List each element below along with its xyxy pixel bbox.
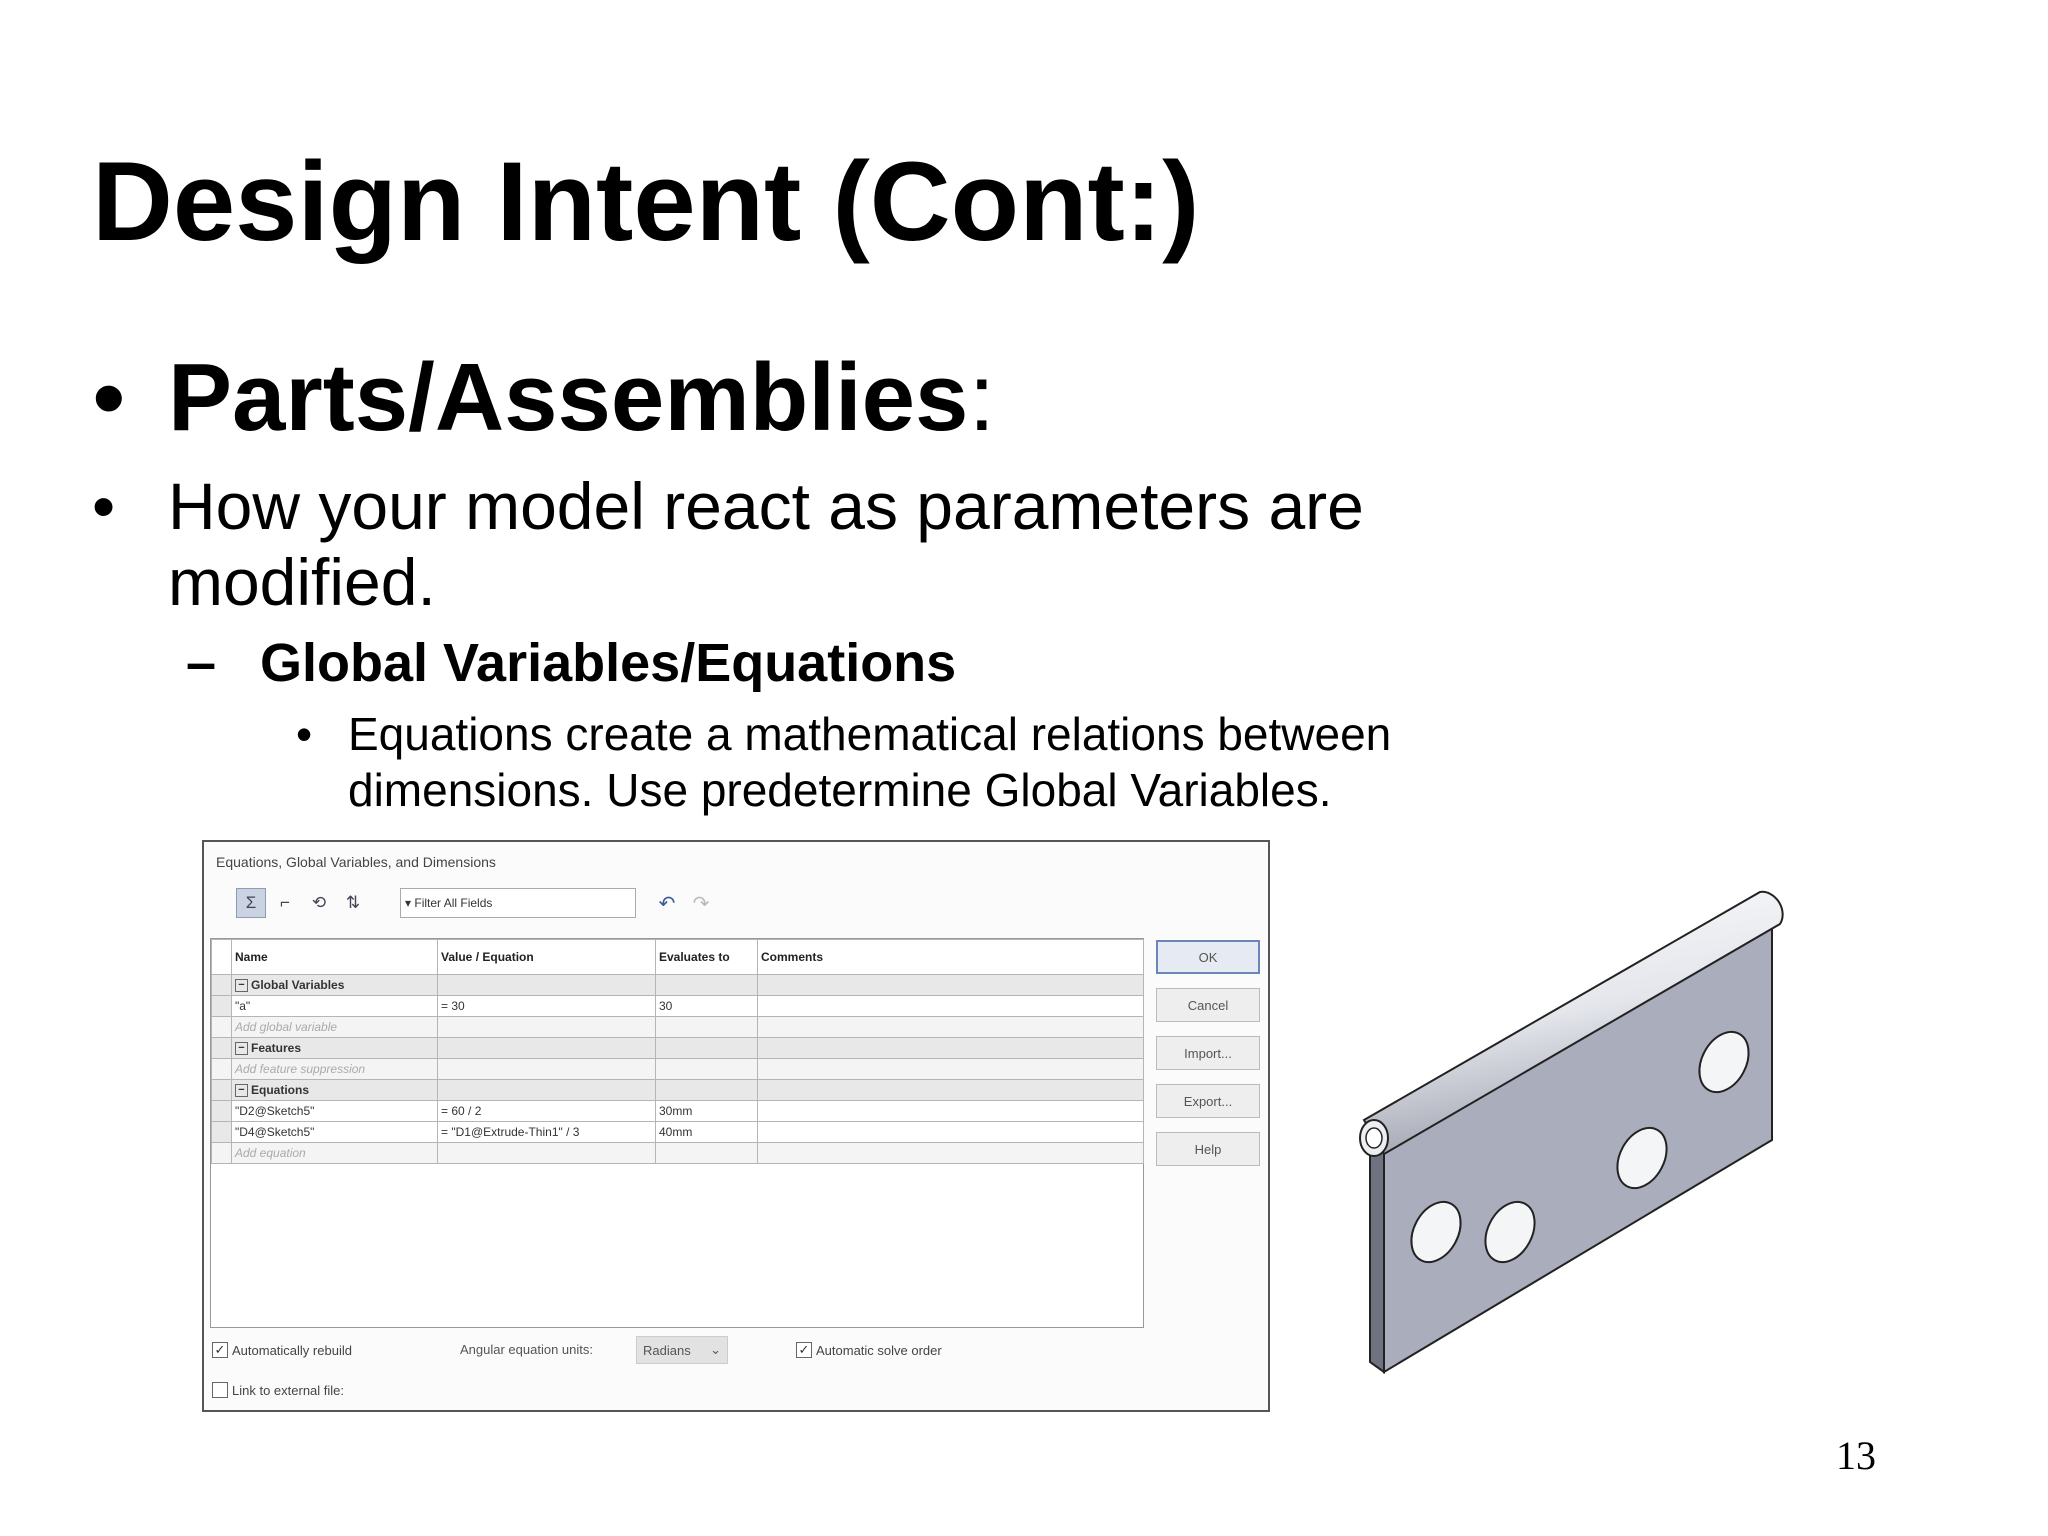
selected-value: Radians [643,1342,691,1358]
group-equations[interactable] [212,1080,1144,1101]
export-button[interactable]: Export... [1156,1084,1260,1118]
subheading-text: Global Variables/Equations [260,633,957,693]
page-number: 13 [1836,1433,1876,1478]
bullet-parts-assemblies [92,344,996,451]
filter-icon: ▾ [405,896,412,910]
table-header [212,940,1144,975]
filter-input[interactable] [400,888,636,918]
redo-icon[interactable]: ↷ [692,892,710,915]
table-row[interactable] [212,1122,1144,1143]
row-evaluates: 30 [656,996,758,1017]
auto-solve-checkbox[interactable] [796,1342,942,1358]
add-equation-row[interactable] [212,1143,1144,1164]
chevron-down-icon: ⌄ [710,1342,721,1357]
bullet-glyph: • [92,469,116,543]
row-comments[interactable] [758,1101,1144,1122]
add-global-variable-row[interactable] [212,1017,1144,1038]
link-external-checkbox[interactable] [212,1382,344,1398]
checkbox-label: Automatically rebuild [232,1342,352,1358]
bullet-glyph: • [92,344,126,451]
add-feature-suppression[interactable]: Add feature suppression [232,1059,438,1080]
hinge-part-illustration [1340,880,1810,1380]
ordered-view-icon[interactable]: ⟲ [311,893,327,912]
angular-units-label: Angular equation units: [460,1342,593,1357]
group-label: Global Variables [251,977,345,992]
row-value[interactable]: = 30 [438,996,656,1017]
bullet-paragraph [92,468,1592,628]
row-value[interactable]: = "D1@Extrude-Thin1" / 3 [438,1122,656,1143]
table-row[interactable] [212,996,1144,1017]
collapse-icon[interactable]: − [235,1084,248,1097]
subheading [186,632,956,694]
equations-table [210,938,1144,1328]
row-name[interactable]: "D4@Sketch5" [232,1122,438,1143]
col-value[interactable]: Value / Equation [438,940,656,975]
import-button[interactable]: Import... [1156,1036,1260,1070]
help-button[interactable]: Help [1156,1132,1260,1166]
checkbox-box[interactable]: ✓ [796,1342,812,1358]
add-global-variable[interactable]: Add global variable [232,1017,438,1038]
table-row[interactable] [212,1101,1144,1122]
undo-icon[interactable]: ↶ [658,892,676,915]
add-equation[interactable]: Add equation [232,1143,438,1164]
row-comments[interactable] [758,996,1144,1017]
sub-paragraph-text: Equations create a mathematical relations between dimensions. Use predetermine Global Variables. [348,708,1392,816]
plate-edge [1370,1138,1384,1372]
bullet-heading-bold: Parts/Assemblies [168,344,969,451]
checkbox-box[interactable]: ✓ [212,1342,228,1358]
dialog-title: Equations, Global Variables, and Dimensions [216,854,496,870]
group-label: Features [251,1040,302,1055]
checkbox-label: Automatic solve order [816,1342,942,1358]
checkbox-box[interactable] [212,1382,228,1398]
group-features[interactable] [212,1038,1144,1059]
row-evaluates: 30mm [656,1101,758,1122]
paragraph-text: How your model react as parameters are modified. [168,469,1364,619]
ok-button[interactable]: OK [1156,940,1260,974]
sort-icon[interactable]: ⇅ [345,893,361,912]
col-comments[interactable]: Comments [758,940,1144,975]
col-evaluates[interactable]: Evaluates to [656,940,758,975]
collapse-icon[interactable]: − [235,979,248,992]
row-name[interactable]: "a" [232,996,438,1017]
col-name[interactable]: Name [232,940,438,975]
row-value[interactable]: = 60 / 2 [438,1101,656,1122]
equations-dialog [202,840,1270,1412]
collapse-icon[interactable]: − [235,1042,248,1055]
sum-icon[interactable]: Σ [236,888,266,918]
plate-face [1384,926,1772,1372]
dimension-view-icon[interactable]: ⌐ [280,893,290,912]
filter-placeholder: Filter All Fields [414,896,493,910]
bullet-heading-colon: : [968,344,996,451]
cancel-button[interactable]: Cancel [1156,988,1260,1022]
dash-glyph: – [186,633,217,693]
bullet-glyph: • [296,708,313,760]
row-evaluates: 40mm [656,1122,758,1143]
group-label: Equations [251,1082,310,1097]
row-name[interactable]: "D2@Sketch5" [232,1101,438,1122]
auto-rebuild-checkbox[interactable] [212,1342,352,1358]
row-comments[interactable] [758,1122,1144,1143]
checkbox-label: Link to external file: [232,1382,345,1398]
angular-units-select[interactable] [636,1336,728,1364]
slide-title: Design Intent (Cont:) [92,139,1200,264]
add-feature-suppression-row[interactable] [212,1059,1144,1080]
group-global-variables[interactable] [212,975,1144,996]
